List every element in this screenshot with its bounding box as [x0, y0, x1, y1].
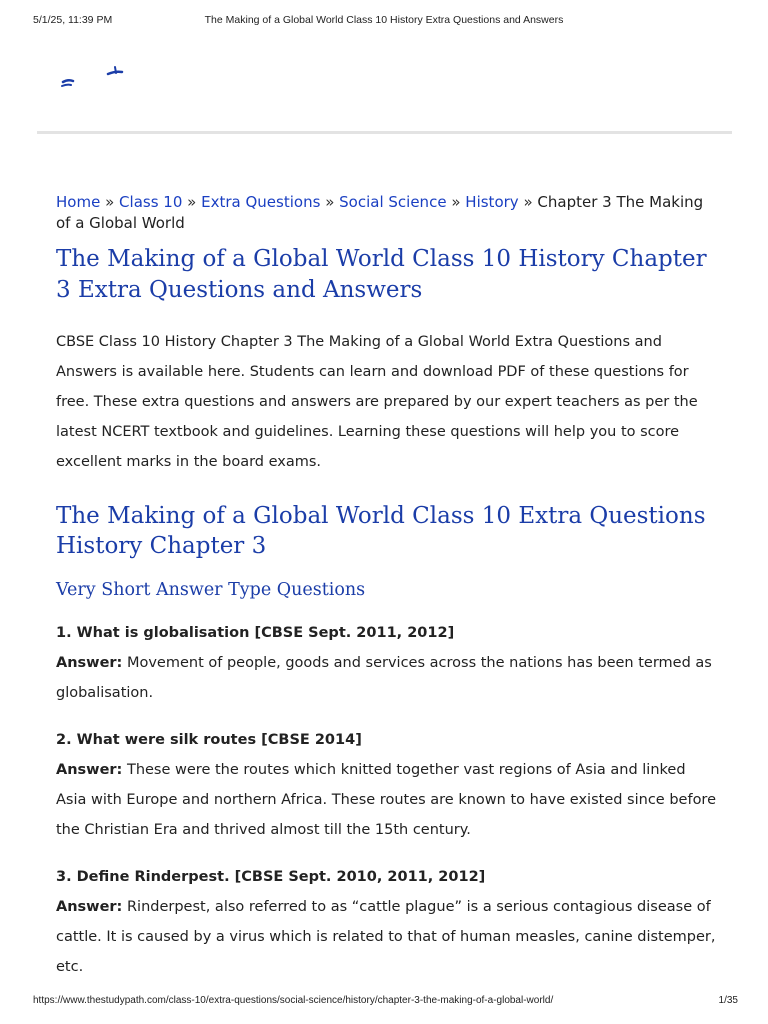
question-text: 3. Define Rinderpest. [CBSE Sept. 2010, 2011, 2012] [56, 869, 486, 885]
answer-text [56, 892, 716, 982]
question-text: 1. What is globalisation [CBSE Sept. 2011, 2012] [56, 625, 455, 641]
print-datetime: 5/1/25, 11:39 PM [33, 14, 113, 26]
breadcrumb-separator: » [325, 193, 335, 211]
answer-text [56, 755, 716, 845]
breadcrumb-current: Chapter 3 The Making of a Global World [56, 193, 704, 232]
breadcrumb-separator: » [105, 193, 115, 211]
breadcrumb-separator: » [523, 193, 533, 211]
print-doc-title: The Making of a Global World Class 10 History Extra Questions and Answers [204, 14, 564, 26]
header-divider [37, 131, 732, 134]
breadcrumb-class-10[interactable]: Class 10 [119, 193, 183, 211]
print-footer [0, 995, 768, 1011]
intro-paragraph: CBSE Class 10 History Chapter 3 The Making of a Global World Extra Questions and Answers is available here. Students can learn and download PDF of these questions for free. These extra questions and answers are prepared by our expert teachers as per the latest NCERT textbook and guidelines. Learning these questions will help you to score excellent marks in the board exams. [56, 334, 698, 470]
answer-text [56, 648, 716, 708]
article-content [56, 192, 716, 982]
breadcrumb-history[interactable]: History [465, 193, 519, 211]
breadcrumb-separator: » [187, 193, 197, 211]
print-url: https://www.thestudypath.com/class-10/extra-questions/social-science/history/chapter-3-the-making-of-a-global-world/ [33, 995, 554, 1006]
answer-body: Rinderpest, also referred to as “cattle plague” is a serious contagious disease of cattle. It is caused by a virus which is related to that of human measles, canine distemper, etc. [56, 899, 716, 975]
question-block [56, 622, 716, 708]
answer-body: Movement of people, goods and services across the nations has been termed as globalisation. [56, 655, 712, 701]
answer-label: Answer: [56, 899, 123, 915]
page-number: 1/35 [718, 995, 738, 1006]
subsection-title: Very Short Answer Type Questions [56, 580, 366, 600]
site-logo[interactable] [58, 62, 130, 88]
breadcrumb-extra-questions[interactable]: Extra Questions [201, 193, 321, 211]
answer-label: Answer: [56, 655, 123, 671]
question-text: 2. What were silk routes [CBSE 2014] [56, 732, 362, 748]
page-title: The Making of a Global World Class 10 History Chapter 3 Extra Questions and Answers [56, 246, 707, 303]
breadcrumb-separator: » [451, 193, 461, 211]
print-header [0, 14, 768, 30]
question-block [56, 866, 716, 982]
breadcrumb-social-science[interactable]: Social Science [339, 193, 447, 211]
answer-label: Answer: [56, 762, 123, 778]
breadcrumb [56, 192, 716, 234]
breadcrumb-home[interactable]: Home [56, 193, 101, 211]
question-block [56, 729, 716, 845]
section-title: The Making of a Global World Class 10 Extra Questions History Chapter 3 [56, 503, 706, 559]
answer-body: These were the routes which knitted together vast regions of Asia and linked Asia with Europe and northern Africa. These routes are known to have existed since before the Christian Era and thrived almost till the 15th century. [56, 762, 716, 838]
